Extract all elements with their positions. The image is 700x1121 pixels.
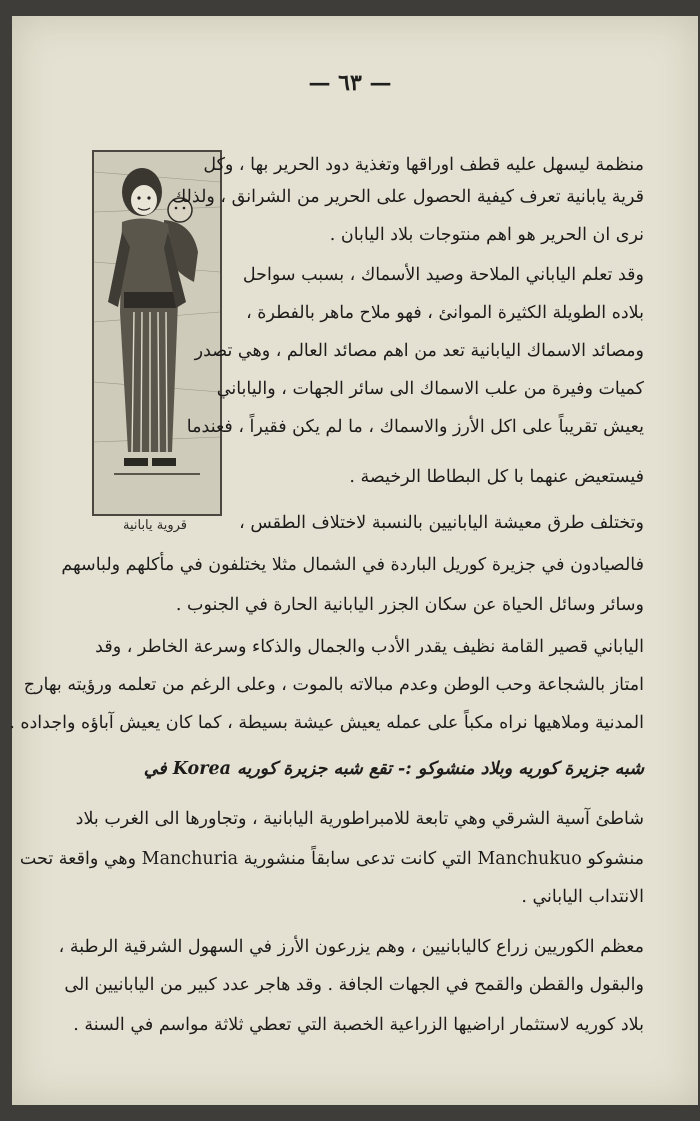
text-line: فالصيادون في جزيرة كوريل الباردة في الشمال مثلا يختلفون في مأكلهم ولباسهم xyxy=(61,555,644,575)
text-line: وتختلف طرق معيشة اليابانيين بالنسبة لاختلاف الطقس ، xyxy=(239,513,644,533)
text-line: امتاز بالشجاعة وحب الوطن وعدم مبالاته بالموت ، وعلى الرغم من تعلمه ورؤيته بهارج xyxy=(23,675,644,695)
text-line: بلاده الطويلة الكثيرة الموانئ ، فهو ملاح ماهر بالفطرة ، xyxy=(246,303,644,323)
text-line: وسائر وسائل الحياة عن سكان الجزر اليابانية الحارة في الجنوب . xyxy=(175,595,644,615)
text-line: شاطئ آسية الشرقي وهي تابعة للامبراطورية اليابانية ، وتجاورها الى الغرب بلاد xyxy=(75,809,644,829)
text-line: ومصائد الاسماك اليابانية تعد من اهم مصائد العالم ، وهي تصدر xyxy=(194,341,644,361)
page-number: — ٦٣ — xyxy=(308,70,392,96)
text-line: كميات وفيرة من علب الاسماك الى سائر الجهات ، والياباني xyxy=(216,379,644,399)
text-line: والبقول والقطن والقمح في الجهات الجافة . وقد هاجر عدد كبير من اليابانيين الى xyxy=(64,975,644,995)
text-line: يعيش تقريباً على اكل الأرز والاسماك ، ما لم يكن فقيراً ، فعندما xyxy=(186,417,644,437)
text-line: وقد تعلم الياباني الملاحة وصيد الأسماك ، بسبب سواحل xyxy=(242,265,644,285)
text-line: الانتداب الياباني . xyxy=(521,887,644,907)
section-heading-korea-manchukuo: شبه جزيرة كوريه وبلاد منشوكو :- تقع شبه جزيرة كوريه Korea في xyxy=(143,759,644,779)
text-line: الياباني قصير القامة نظيف يقدر الأدب والجمال والذكاء وسرعة الخاطر ، وقد xyxy=(95,637,644,657)
text-line: معظم الكوريين زراع كاليابانيين ، وهم يزرعون الأرز في السهول الشرقية الرطبة ، xyxy=(58,937,644,957)
text-line: قرية يابانية تعرف كيفية الحصول على الحرير من الشرانق ، ولذلك xyxy=(171,187,644,207)
text-line: منشوكو Manchukuo التي كانت تدعى سابقاً منشورية Manchuria وهي واقعة تحت xyxy=(19,849,644,869)
text-line: منظمة ليسهل عليه قطف اوراقها وتغذية دود الحرير بها ، وكل xyxy=(203,155,644,175)
text-line: فيستعيض عنهما با كل البطاطا الرخيصة . xyxy=(349,467,644,487)
text-line: بلاد كوريه لاستثمار اراضيها الزراعية الخصبة التي تعطي ثلاثة مواسم في السنة . xyxy=(73,1015,644,1035)
figure-caption: قروية يابانية xyxy=(122,518,188,533)
text-line: المدنية وملاهيها نراه مكباً على عمله يعيش عيشة بسيطة ، كما كان يعيش آباؤه واجداده . xyxy=(9,713,644,733)
text-line: نرى ان الحرير هو اهم منتوجات بلاد اليابان . xyxy=(329,225,644,245)
